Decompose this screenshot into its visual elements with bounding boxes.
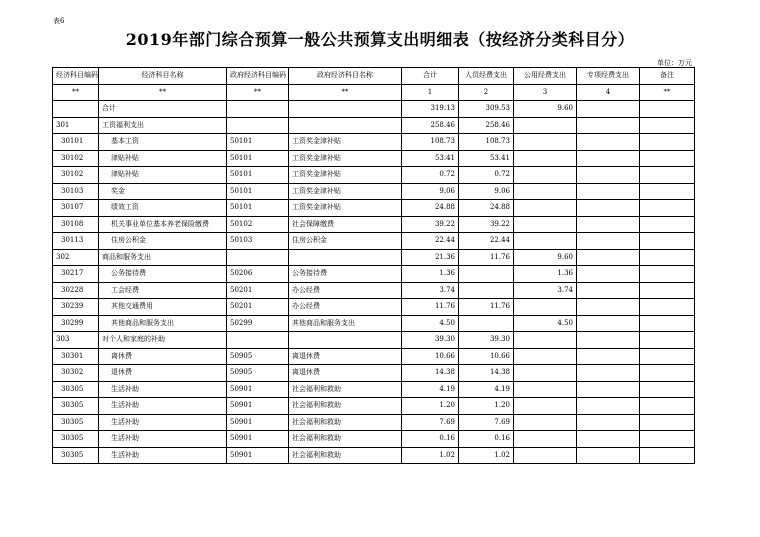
table-cell: 50901 [227,398,289,415]
table-cell [640,398,695,415]
table-cell: 生活补助 [99,414,227,431]
column-header: 人员经费支出 [459,68,514,85]
table-cell [459,315,514,332]
table-cell [514,216,577,233]
table-cell [640,183,695,200]
table-cell [577,150,640,167]
table-cell: 30301 [53,348,99,365]
table-cell: 4.19 [402,381,459,398]
table-cell: 奖金 [99,183,227,200]
table-cell [640,332,695,349]
table-cell: 50101 [227,200,289,217]
table-cell: 10.66 [402,348,459,365]
table-cell [577,332,640,349]
table-cell: 11.76 [459,249,514,266]
table-cell [577,365,640,382]
table-cell: 4.19 [459,381,514,398]
table-cell: 9.60 [514,249,577,266]
table-cell: 生活补助 [99,398,227,415]
table-cell: 14.38 [402,365,459,382]
table-cell: 工资奖金津补贴 [289,183,402,200]
table-cell [514,447,577,464]
table-cell [577,200,640,217]
table-cell: 3.74 [514,282,577,299]
table-cell: 3.74 [402,282,459,299]
column-index-cell: 3 [514,84,577,101]
column-index-cell: ** [53,84,99,101]
table-cell: 0.16 [459,431,514,448]
table-cell [640,150,695,167]
table-cell: 1.20 [459,398,514,415]
table-cell: 50901 [227,414,289,431]
table-cell: 工资福利支出 [99,117,227,134]
table-cell [640,282,695,299]
table-cell: 基本工资 [99,134,227,151]
table-cell: 0.16 [402,431,459,448]
table-cell: 24.88 [459,200,514,217]
table-cell [640,315,695,332]
table-cell [640,299,695,316]
table-cell [227,332,289,349]
table-cell: 30103 [53,183,99,200]
table-row [53,183,695,200]
table-cell: 合计 [99,101,227,118]
column-header: 专项经费支出 [577,68,640,85]
table-cell: 21.36 [402,249,459,266]
table-cell [514,117,577,134]
table-cell: 9.60 [514,101,577,118]
table-cell: 53.41 [402,150,459,167]
table-cell: 1.02 [459,447,514,464]
table-cell [514,365,577,382]
table-cell [577,266,640,283]
table-cell [53,101,99,118]
table-cell: 住房公积金 [99,233,227,250]
table-cell: 商品和服务支出 [99,249,227,266]
table-cell: 工资奖金津补贴 [289,134,402,151]
table-cell [577,216,640,233]
column-header: 合计 [402,68,459,85]
table-cell: 对个人和家庭的补助 [99,332,227,349]
table-cell: 社会福利和救助 [289,381,402,398]
table-cell [227,101,289,118]
table-cell [640,117,695,134]
table-cell [640,381,695,398]
table-row [53,365,695,382]
table-cell [514,150,577,167]
table-cell: 30102 [53,150,99,167]
table-cell: 退休费 [99,365,227,382]
table-cell [514,348,577,365]
table-row [53,233,695,250]
table-row [53,150,695,167]
table-cell [577,348,640,365]
table-cell [514,398,577,415]
table-cell [577,398,640,415]
table-cell: 7.69 [459,414,514,431]
table-cell: 30239 [53,299,99,316]
table-cell: 1.02 [402,447,459,464]
table-cell: 生活补助 [99,381,227,398]
table-cell [577,167,640,184]
table-cell: 30101 [53,134,99,151]
table-row [53,398,695,415]
table-cell: 30102 [53,167,99,184]
table-cell: 302 [53,249,99,266]
table-cell: 工资奖金津补贴 [289,150,402,167]
table-cell: 319.13 [402,101,459,118]
table-cell: 生活补助 [99,447,227,464]
table-cell [459,266,514,283]
table-cell: 39.30 [459,332,514,349]
table-row [53,282,695,299]
table-cell: 4.50 [514,315,577,332]
table-cell: 24.88 [402,200,459,217]
table-cell: 50101 [227,150,289,167]
table-cell [640,233,695,250]
table-cell: 公务接待费 [99,266,227,283]
table-cell [514,200,577,217]
table-cell: 30305 [53,431,99,448]
table-cell [577,447,640,464]
table-cell [640,431,695,448]
table-cell: 30108 [53,216,99,233]
table-cell: 30305 [53,414,99,431]
table-cell: 50299 [227,315,289,332]
column-index-cell: ** [227,84,289,101]
table-cell: 工资奖金津补贴 [289,167,402,184]
table-cell: 309.53 [459,101,514,118]
table-cell: 工资奖金津补贴 [289,200,402,217]
unit-label: 单位：万元 [657,59,692,67]
table-cell: 9.06 [402,183,459,200]
table-cell: 绩效工资 [99,200,227,217]
budget-table [52,67,695,464]
column-header: 政府经济科目编码 [227,68,289,85]
table-cell: 50102 [227,216,289,233]
table-cell: 50201 [227,282,289,299]
table-cell [514,233,577,250]
column-header: 经济科目编码 [53,68,99,85]
table-cell: 39.22 [459,216,514,233]
table-cell [227,249,289,266]
table-cell: 其他交通费用 [99,299,227,316]
sheet-tag: 表6 [53,17,65,25]
table-cell [227,117,289,134]
table-cell [514,299,577,316]
table-cell: 50901 [227,381,289,398]
table-cell [640,101,695,118]
table-cell [577,381,640,398]
table-cell [577,233,640,250]
table-cell: 22.44 [402,233,459,250]
table-cell: 0.72 [402,167,459,184]
table-cell [577,101,640,118]
table-row [53,332,695,349]
table-cell [577,431,640,448]
table-cell: 办公经费 [289,282,402,299]
table-cell: 津贴补贴 [99,150,227,167]
table-row [53,431,695,448]
table-cell [514,381,577,398]
table-cell [459,282,514,299]
table-cell: 社会福利和救助 [289,431,402,448]
header-row [53,68,695,85]
table-cell: 1.36 [402,266,459,283]
table-cell: 30302 [53,365,99,382]
table-cell [514,431,577,448]
table-cell: 50101 [227,134,289,151]
table-cell: 39.22 [402,216,459,233]
table-row [53,414,695,431]
table-row [53,381,695,398]
table-cell [289,332,402,349]
table-cell: 办公经费 [289,299,402,316]
table-cell [640,134,695,151]
table-cell: 53.41 [459,150,514,167]
column-index-cell: 2 [459,84,514,101]
table-cell: 22.44 [459,233,514,250]
table-cell: 258.46 [459,117,514,134]
table-cell [640,447,695,464]
table-cell: 其他商品和服务支出 [289,315,402,332]
table-cell [577,183,640,200]
table-cell: 30305 [53,447,99,464]
table-cell: 50206 [227,266,289,283]
table-row [53,117,695,134]
column-index-cell: 1 [402,84,459,101]
table-cell [640,348,695,365]
column-index-cell: ** [99,84,227,101]
column-header: 备注 [640,68,695,85]
table-cell: 离休费 [99,348,227,365]
table-cell [640,266,695,283]
table-cell: 11.76 [402,299,459,316]
table-cell: 11.76 [459,299,514,316]
table-row [53,134,695,151]
table-cell [514,414,577,431]
table-row [53,200,695,217]
table-cell: 社会福利和救助 [289,398,402,415]
table-cell [577,134,640,151]
column-index-cell: ** [640,84,695,101]
table-row [53,315,695,332]
table-cell: 50101 [227,183,289,200]
table-cell: 50101 [227,167,289,184]
table-cell: 住房公积金 [289,233,402,250]
table-cell [640,200,695,217]
table-cell [289,249,402,266]
table-cell: 30107 [53,200,99,217]
table-cell: 108.73 [402,134,459,151]
column-header: 公用经费支出 [514,68,577,85]
table-cell [577,414,640,431]
table-cell: 其他商品和服务支出 [99,315,227,332]
table-cell [514,332,577,349]
table-cell: 258.46 [402,117,459,134]
table-cell: 30305 [53,398,99,415]
table-cell [640,414,695,431]
table-cell: 301 [53,117,99,134]
table-cell: 39.30 [402,332,459,349]
table-cell: 50201 [227,299,289,316]
table-cell: 303 [53,332,99,349]
table-cell [514,134,577,151]
column-index-cell: ** [289,84,402,101]
table-cell [577,315,640,332]
table-cell: 30113 [53,233,99,250]
table-row [53,266,695,283]
table-row [53,216,695,233]
table-cell: 4.50 [402,315,459,332]
table-cell: 津贴补贴 [99,167,227,184]
table-cell: 社会福利和救助 [289,414,402,431]
table-cell [640,167,695,184]
table-cell: 工会经费 [99,282,227,299]
table-cell: 生活补助 [99,431,227,448]
table-cell: 1.20 [402,398,459,415]
table-cell [289,117,402,134]
table-cell [640,365,695,382]
table-cell: 30299 [53,315,99,332]
table-cell: 离退休费 [289,348,402,365]
table-cell: 社会福利和救助 [289,447,402,464]
table-cell [289,101,402,118]
table-cell: 公务接待费 [289,266,402,283]
table-cell: 50103 [227,233,289,250]
table-cell: 30217 [53,266,99,283]
column-header: 经济科目名称 [99,68,227,85]
table-cell: 108.73 [459,134,514,151]
table-row [53,101,695,118]
table-cell: 离退休费 [289,365,402,382]
table-cell [577,282,640,299]
table-cell [514,183,577,200]
table-cell [577,249,640,266]
table-row [53,299,695,316]
table-row [53,249,695,266]
table-cell: 50901 [227,447,289,464]
table-cell: 1.36 [514,266,577,283]
table-cell: 14.38 [459,365,514,382]
table-cell: 9.06 [459,183,514,200]
table-cell: 30305 [53,381,99,398]
table-cell [514,167,577,184]
table-cell [577,299,640,316]
table-cell: 10.66 [459,348,514,365]
column-index-cell: 4 [577,84,640,101]
table-cell: 50905 [227,365,289,382]
table-row [53,348,695,365]
table-cell: 社会保障缴费 [289,216,402,233]
table-cell [640,249,695,266]
table-cell: 7.69 [402,414,459,431]
table-cell: 50901 [227,431,289,448]
table-row [53,167,695,184]
table-body [53,101,695,464]
table-cell: 机关事业单位基本养老保险缴费 [99,216,227,233]
column-header: 政府经济科目名称 [289,68,402,85]
page-title: 2019年部门综合预算一般公共预算支出明细表（按经济分类科目分） [125,30,635,49]
table-cell [640,216,695,233]
table-cell: 0.72 [459,167,514,184]
table-cell [577,117,640,134]
table-cell: 50905 [227,348,289,365]
table-row [53,447,695,464]
column-index-row [53,84,695,101]
table-cell: 30228 [53,282,99,299]
